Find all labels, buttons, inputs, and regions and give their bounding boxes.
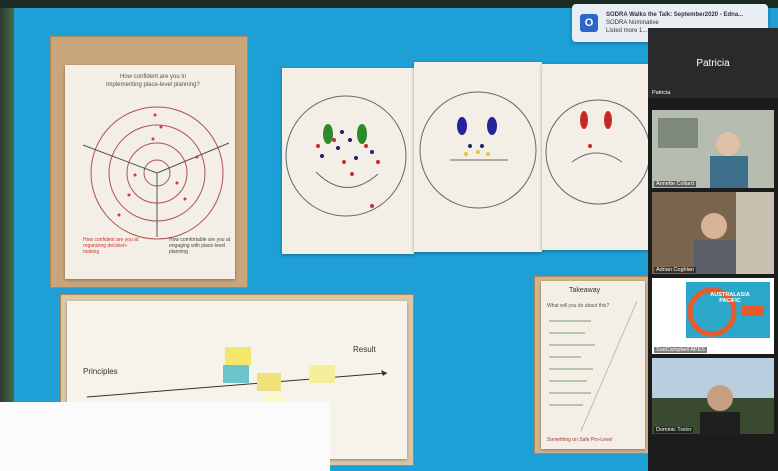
participant-tile-sue[interactable] [652,278,774,354]
list-title: Takeaway [569,287,601,294]
participant-name: Adrian Coghlan [656,267,694,273]
list-footer: Something on Safe Pro-Level [547,437,613,443]
active-speaker-tile[interactable] [648,28,778,98]
participant-tile-adrian[interactable] [652,192,774,274]
target-poster-paper [65,65,235,279]
list-poster-board [534,276,650,454]
participant-video-annette [652,110,774,188]
organization-logo [652,278,774,354]
target-poster-board [50,36,248,288]
list-poster-paper [541,281,645,449]
list-question: What will you do about this? [547,303,610,309]
white-occluding-panel [0,402,330,471]
list-lines [541,281,645,449]
participant-name: Annette Collard [656,181,694,187]
participant-tile-dominic[interactable] [652,358,774,434]
target-note-left: How confident are you at organizing decision-making [83,237,139,255]
timeline-end-label: Result [353,345,376,354]
notification-line3: Listed more 1... [606,28,648,34]
smiley-faces [282,62,648,256]
monitor-bezel-left [0,0,14,471]
participant-name: SueCampbell APES [656,347,705,353]
notification-title: SODRA Walks the Talk: September2020 - Edna... [606,12,744,18]
notification-subtitle: SODRA Nominative [606,20,659,26]
timeline-start-label: Principles [83,367,118,376]
smiley-poster [282,62,648,256]
participant-tile-annette[interactable] [652,110,774,188]
tile-name-patricia: Patricia [652,90,671,96]
video-gallery [648,28,778,471]
outlook-icon: O [580,14,598,32]
active-speaker-name: Patricia [696,57,730,69]
logo-text: AUSTRALASIA PACIFIC [710,292,750,304]
target-note-right: How comfortable are you at engaging with place-level planning [169,237,231,255]
participant-video-dominic [652,358,774,434]
participant-video-adrian [652,192,774,274]
participant-name: Dominic Trelor [656,427,692,433]
target-heading: How confident are you in implementing place-level planning? [106,74,200,88]
